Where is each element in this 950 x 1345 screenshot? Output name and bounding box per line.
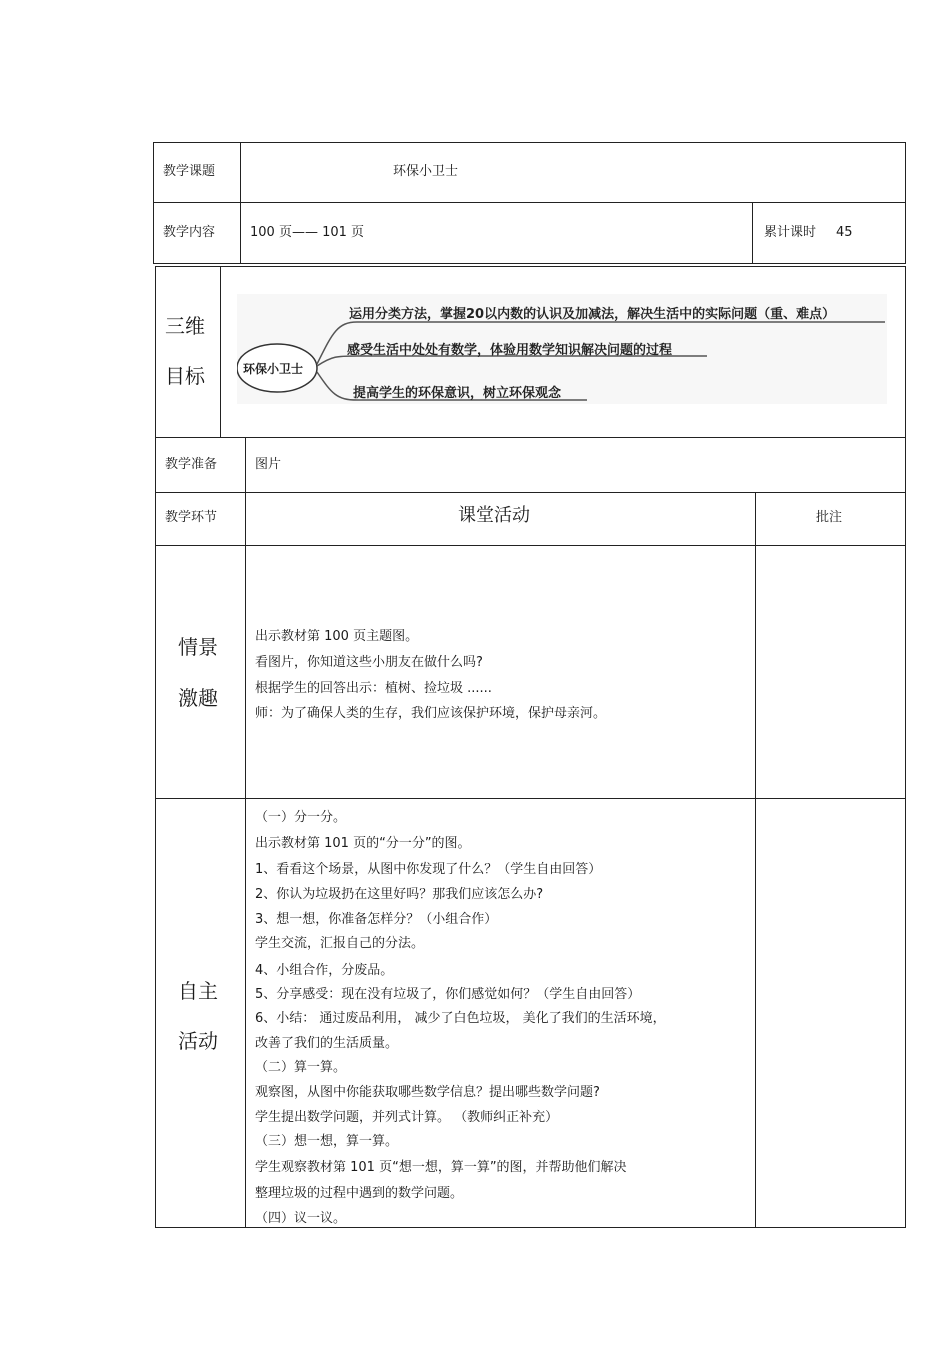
section2-line: 整理垃圾的过程中遇到的数学问题。: [255, 1186, 464, 1201]
mindmap-branch-2: 感受生活中处处有数学，体验用数学知识解决问题的过程: [347, 343, 673, 358]
prep-label: 教学准备: [165, 457, 218, 472]
section1-line: 看图片，你知道这些小朋友在做什么吗?: [255, 655, 483, 670]
mindmap-branch-3: 提高学生的环保意识，树立环保观念: [353, 386, 562, 401]
section2-line: 2、你认为垃圾扔在这里好吗？那我们应该怎么办?: [255, 887, 544, 902]
mindmap-center: 环保小卫士: [243, 362, 304, 376]
section2-line: 学生交流，汇报自己的分法。: [255, 936, 425, 951]
section1-label-line2: 激趣: [178, 686, 218, 710]
section1-label-line1: 情景: [178, 635, 218, 659]
section1-line: 根据学生的回答出示：植树、捡垃圾 ......: [255, 681, 492, 696]
topic-label: 教学课题: [163, 164, 216, 179]
section2-label-line1: 自主: [178, 979, 218, 1003]
hours-value: 45: [836, 225, 853, 240]
content-label: 教学内容: [163, 225, 216, 240]
notes-header: 批注: [816, 510, 843, 525]
goals-label-line2: 目标: [165, 364, 205, 388]
section2-line: 观察图，从图中你能获取哪些数学信息？提出哪些数学问题?: [255, 1085, 600, 1100]
section2-line: 改善了我们的生活质量。: [255, 1036, 399, 1051]
section2-line: 6、小结： 通过废品利用， 减少了白色垃圾， 美化了我们的生活环境，: [255, 1011, 666, 1026]
prep-value: 图片: [255, 457, 282, 472]
stage-header: 教学环节: [165, 510, 218, 525]
section2-line: （三）想一想，算一算。: [255, 1134, 399, 1149]
mindmap-branch-1: 运用分类方法，掌握20以内数的认识及加减法，解决生活中的实际问题（重、难点）: [349, 307, 836, 322]
section2-line: 学生提出数学问题，并列式计算。 （教师纠正补充）: [255, 1110, 559, 1125]
activity-header: 课堂活动: [458, 505, 530, 526]
goals-mindmap: [237, 294, 887, 404]
topic-value: 环保小卫士: [393, 164, 459, 179]
section2-line: （四）议一议。: [255, 1211, 347, 1226]
section1-line: 师：为了确保人类的生存，我们应该保护环境，保护母亲河。: [255, 706, 607, 721]
section2-label-line2: 活动: [178, 1029, 218, 1053]
section2-line: 5、分享感受：现在没有垃圾了，你们感觉如何？（学生自由回答）: [255, 987, 641, 1002]
section2-line: 学生观察教材第 101 页“想一想，算一算”的图，并帮助他们解决: [255, 1160, 627, 1175]
section2-line: 1、看看这个场景，从图中你发现了什么？（学生自由回答）: [255, 862, 602, 877]
goals-label-line1: 三维: [165, 314, 205, 338]
section2-line: 出示教材第 101 页的“分一分”的图。: [255, 836, 471, 851]
section2-line: （二）算一算。: [255, 1060, 347, 1075]
section1-line: 出示教材第 100 页主题图。: [255, 629, 419, 644]
section2-line: 4、小组合作，分废品。: [255, 963, 394, 978]
content-value: 100 页—— 101 页: [250, 225, 365, 240]
hours-label: 累计课时: [764, 225, 817, 240]
section2-line: 3、想一想，你准备怎样分？（小组合作）: [255, 912, 498, 927]
section2-line: （一）分一分。: [255, 810, 347, 825]
